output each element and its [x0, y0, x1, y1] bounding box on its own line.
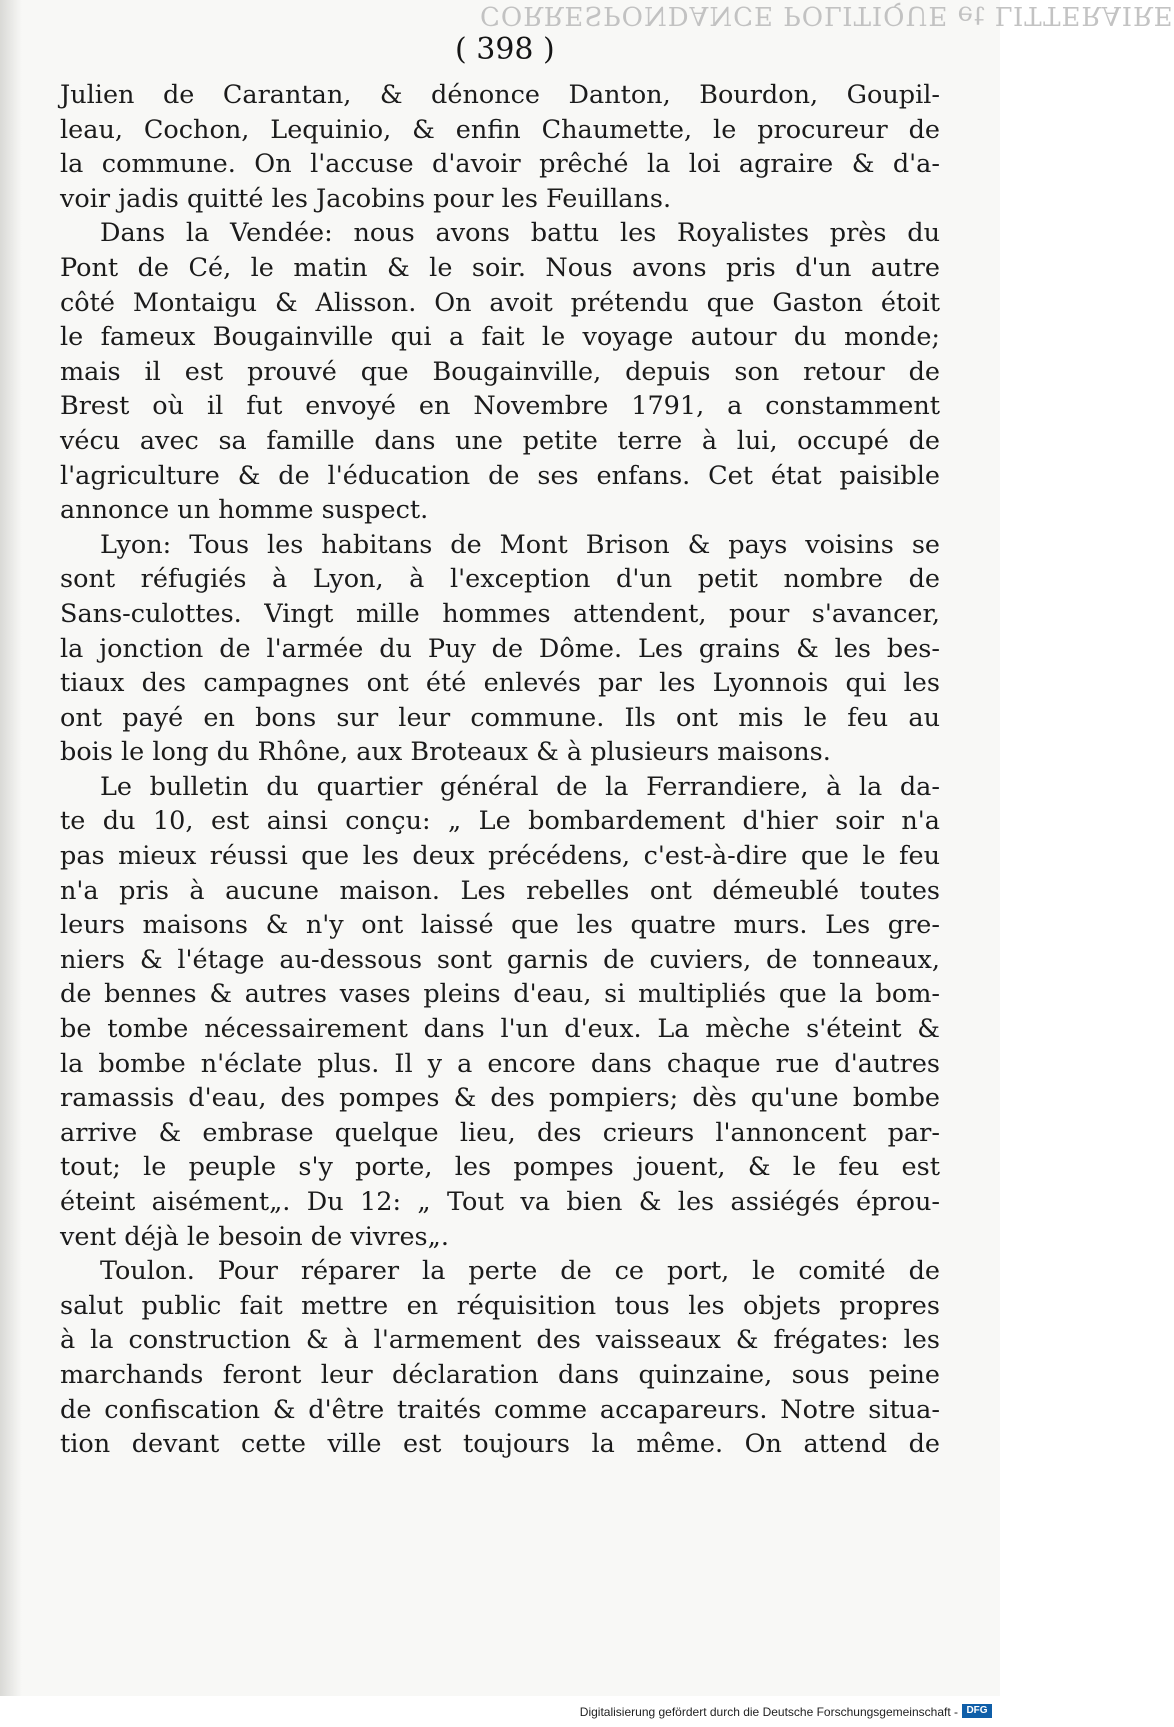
- body-text: [60, 78, 940, 1462]
- text-line: Brest où il fut envoyé en Novembre 1791, a constamment: [60, 391, 940, 422]
- text-line: côté Montaigu & Alisson. On avoit prétendu que Gaston étoit: [60, 287, 940, 318]
- text-line: annonce un homme suspect.: [60, 495, 429, 526]
- text-line: marchands feront leur déclaration dans quinzaine, sous peine: [60, 1359, 940, 1390]
- text-line: leau, Cochon, Lequinio, & enfin Chaumette, le procureur de: [60, 114, 940, 145]
- text-line: Pont de Cé, le matin & le soir. Nous avons pris d'un autre: [60, 252, 940, 283]
- text-line: mais il est prouvé que Bougainville, depuis son retour de: [60, 356, 940, 387]
- text-line: n'a pris à aucune maison. Les rebelles ont démeublé toutes: [60, 875, 940, 906]
- text-line: de confiscation & d'être traités comme accapareurs. Notre situa-: [60, 1394, 940, 1425]
- text-line: ramassis d'eau, des pompes & des pompiers; dès qu'une bombe: [60, 1083, 940, 1114]
- text-line: l'agriculture & de l'éducation de ses enfans. Cet état paisible: [60, 460, 940, 491]
- text-line: bois le long du Rhône, aux Broteaux & à plusieurs maisons.: [60, 737, 831, 768]
- dfg-logo: DFG: [962, 1704, 992, 1718]
- text-line: arrive & embrase quelque lieu, des crieurs l'annoncent par-: [60, 1117, 940, 1148]
- text-line: salut public fait mettre en réquisition tous les objets propres: [60, 1290, 940, 1321]
- funding-credit: Digitalisierung gefördert durch die Deutsche Forschungsgemeinschaft -: [579, 1705, 958, 1719]
- text-line: tiaux des campagnes ont été enlevés par les Lyonnois qui les: [60, 668, 940, 699]
- text-line: Julien de Carantan, & dénonce Danton, Bourdon, Goupil-: [60, 80, 940, 110]
- text-line: le fameux Bougainville qui a fait le voyage autour du monde;: [60, 322, 940, 353]
- text-line: tout; le peuple s'y porte, les pompes jouent, & le feu est: [60, 1152, 940, 1183]
- text-line: la bombe n'éclate plus. Il y a encore dans chaque rue d'autres: [60, 1048, 940, 1079]
- text-line: à la construction & à l'armement des vaisseaux & frégates: les: [60, 1325, 940, 1356]
- text-line: voir jadis quitté les Jacobins pour les Feuillans.: [60, 183, 672, 214]
- page-number: ( 398 ): [455, 32, 555, 67]
- text-line: la commune. On l'accuse d'avoir prêché la loi agraire & d'a-: [60, 149, 940, 180]
- text-line: vécu avec sa famille dans une petite terre à lui, occupé de: [60, 425, 940, 456]
- text-line: Lyon: Tous les habitans de Mont Brison & pays voisins se: [100, 529, 940, 560]
- digitization-footer: [0, 1696, 1000, 1727]
- text-line: Sans-culottes. Vingt mille hommes attendent, pour s'avancer,: [60, 598, 940, 629]
- text-line: Le bulletin du quartier général de la Ferrandiere, à la da-: [100, 771, 940, 802]
- text-line: ont payé en bons sur leur commune. Ils ont mis le feu au: [60, 702, 940, 733]
- text-line: tion devant cette ville est toujours la même. On attend de: [60, 1429, 940, 1460]
- text-line: vent déjà le besoin de vivres„.: [60, 1221, 449, 1252]
- text-line: Toulon. Pour réparer la perte de ce port, le comité de: [100, 1256, 940, 1287]
- text-line: pas mieux réussi que les deux précédens, c'est-à-dire que le feu: [60, 841, 940, 872]
- text-line: leurs maisons & n'y ont laissé que les quatre murs. Les gre-: [60, 910, 940, 941]
- text-line: Dans la Vendée: nous avons battu les Royalistes près du: [100, 218, 940, 249]
- text-line: la jonction de l'armée du Puy de Dôme. Les grains & les bes-: [60, 633, 940, 664]
- text-line: de bennes & autres vases pleins d'eau, si multipliés que la bom-: [60, 979, 940, 1010]
- running-head-bleedthrough: CORRESPONDANCE POLITIQUE et LITTERAIRE: [480, 0, 1174, 30]
- text-line: éteint aisément„. Du 12: „ Tout va bien & les assiégés éprou-: [60, 1187, 940, 1217]
- text-line: be tombe nécessairement dans l'un d'eux. La mèche s'éteint &: [60, 1014, 940, 1045]
- text-line: niers & l'étage au-dessous sont garnis de cuviers, de tonneaux,: [60, 944, 940, 975]
- page-gutter-shadow: [0, 0, 22, 1727]
- text-line: te du 10, est ainsi conçu: „ Le bombardement d'hier soir n'a: [60, 806, 940, 837]
- text-line: sont réfugiés à Lyon, à l'exception d'un petit nombre de: [60, 564, 940, 595]
